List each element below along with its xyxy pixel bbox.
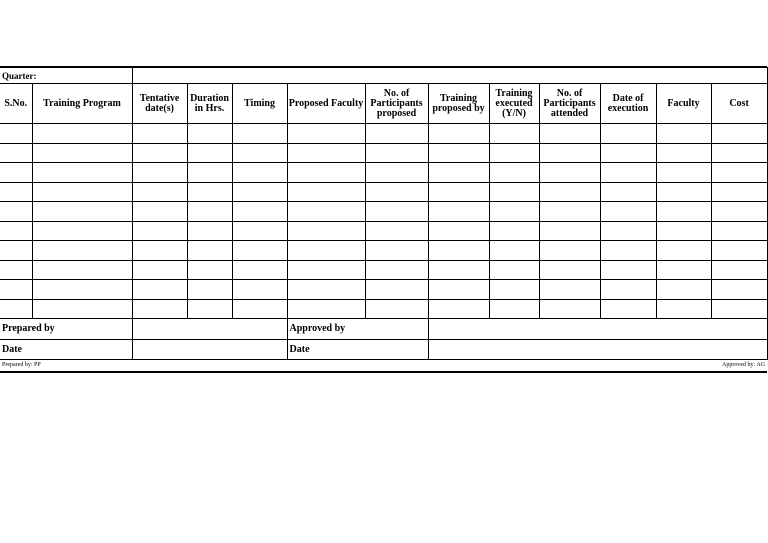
table-cell[interactable]: [600, 299, 656, 319]
table-cell[interactable]: [132, 124, 187, 144]
table-row: [0, 124, 767, 144]
prepared-date-cell[interactable]: [132, 339, 287, 360]
table-cell[interactable]: [232, 182, 287, 202]
table-cell[interactable]: [365, 182, 428, 202]
table-cell[interactable]: [232, 202, 287, 222]
table-cell[interactable]: [287, 182, 365, 202]
table-cell[interactable]: [365, 241, 428, 261]
table-cell[interactable]: [656, 241, 711, 261]
column-header: Proposed Faculty: [287, 84, 365, 124]
table-cell[interactable]: [0, 221, 32, 241]
table-cell[interactable]: [428, 124, 489, 144]
table-cell[interactable]: [539, 260, 600, 280]
table-cell[interactable]: [32, 163, 132, 183]
prepared-by-label: Prepared by: [0, 319, 132, 340]
table-cell[interactable]: [539, 143, 600, 163]
column-header: Training executed (Y/N): [489, 84, 539, 124]
table-cell[interactable]: [428, 260, 489, 280]
quarter-value-cell[interactable]: [132, 68, 767, 84]
table-cell[interactable]: [711, 143, 767, 163]
column-header: Training proposed by: [428, 84, 489, 124]
table-cell[interactable]: [32, 143, 132, 163]
table-cell[interactable]: [132, 299, 187, 319]
table-cell[interactable]: [232, 241, 287, 261]
table-cell[interactable]: [600, 124, 656, 144]
table-cell[interactable]: [365, 163, 428, 183]
training-plan-table: [0, 67, 768, 360]
table-cell[interactable]: [539, 202, 600, 222]
table-cell[interactable]: [489, 241, 539, 261]
table-row: [0, 260, 767, 280]
table-cell[interactable]: [32, 280, 132, 300]
table-cell[interactable]: [600, 182, 656, 202]
column-header: S.No.: [0, 84, 32, 124]
table-cell[interactable]: [32, 299, 132, 319]
table-cell[interactable]: [428, 241, 489, 261]
footer-approved-by: Approved by: AG: [722, 362, 765, 368]
table-cell[interactable]: [600, 163, 656, 183]
table-row: [0, 221, 767, 241]
table-cell[interactable]: [287, 143, 365, 163]
table-cell[interactable]: [489, 143, 539, 163]
table-cell[interactable]: [132, 280, 187, 300]
table-cell[interactable]: [365, 280, 428, 300]
table-cell[interactable]: [600, 280, 656, 300]
table-cell[interactable]: [539, 241, 600, 261]
table-cell[interactable]: [656, 163, 711, 183]
table-cell[interactable]: [187, 182, 232, 202]
table-cell[interactable]: [187, 163, 232, 183]
table-cell[interactable]: [32, 260, 132, 280]
table-cell[interactable]: [232, 143, 287, 163]
table-cell[interactable]: [187, 124, 232, 144]
table-cell[interactable]: [187, 143, 232, 163]
table-cell[interactable]: [489, 280, 539, 300]
table-cell[interactable]: [232, 260, 287, 280]
table-cell[interactable]: [711, 299, 767, 319]
table-cell[interactable]: [656, 299, 711, 319]
column-header: Timing: [232, 84, 287, 124]
table-cell[interactable]: [711, 280, 767, 300]
table-cell[interactable]: [656, 124, 711, 144]
table-cell[interactable]: [539, 124, 600, 144]
table-cell[interactable]: [656, 221, 711, 241]
table-cell[interactable]: [428, 280, 489, 300]
table-cell[interactable]: [132, 221, 187, 241]
table-row: [0, 143, 767, 163]
table-cell[interactable]: [32, 202, 132, 222]
table-cell[interactable]: [711, 163, 767, 183]
prepared-by-row: [0, 319, 767, 340]
table-row: [0, 241, 767, 261]
table-cell[interactable]: [656, 260, 711, 280]
table-cell[interactable]: [0, 182, 32, 202]
table-cell[interactable]: [539, 299, 600, 319]
table-cell[interactable]: [428, 143, 489, 163]
table-cell[interactable]: [287, 124, 365, 144]
table-cell[interactable]: [187, 241, 232, 261]
approved-date-cell[interactable]: [428, 339, 767, 360]
table-cell[interactable]: [656, 280, 711, 300]
footer-prepared-by: Prepared by: PP: [2, 362, 41, 368]
table-cell[interactable]: [711, 241, 767, 261]
table-cell[interactable]: [489, 182, 539, 202]
table-cell[interactable]: [489, 221, 539, 241]
table-cell[interactable]: [287, 202, 365, 222]
table-cell[interactable]: [187, 260, 232, 280]
table-cell[interactable]: [711, 260, 767, 280]
table-cell[interactable]: [600, 143, 656, 163]
column-header-row: [0, 84, 767, 124]
table-cell[interactable]: [287, 241, 365, 261]
table-row: [0, 280, 767, 300]
table-cell[interactable]: [656, 182, 711, 202]
table-cell[interactable]: [0, 299, 32, 319]
table-cell[interactable]: [32, 124, 132, 144]
table-cell[interactable]: [132, 163, 187, 183]
table-cell[interactable]: [132, 143, 187, 163]
table-cell[interactable]: [711, 124, 767, 144]
table-cell[interactable]: [711, 182, 767, 202]
date-row: [0, 339, 767, 360]
table-cell[interactable]: [187, 221, 232, 241]
table-row: [0, 163, 767, 183]
table-cell[interactable]: [365, 221, 428, 241]
table-cell[interactable]: [0, 241, 32, 261]
table-cell[interactable]: [600, 241, 656, 261]
table-cell[interactable]: [232, 299, 287, 319]
table-cell[interactable]: [365, 299, 428, 319]
table-cell[interactable]: [365, 143, 428, 163]
table-cell[interactable]: [232, 280, 287, 300]
table-cell[interactable]: [656, 143, 711, 163]
table-cell[interactable]: [365, 202, 428, 222]
table-cell[interactable]: [600, 221, 656, 241]
table-cell[interactable]: [600, 202, 656, 222]
table-row: [0, 182, 767, 202]
approved-date-label: Date: [287, 339, 428, 360]
table-cell[interactable]: [489, 124, 539, 144]
table-cell[interactable]: [489, 163, 539, 183]
table-cell[interactable]: [428, 163, 489, 183]
quarter-row: [0, 68, 767, 84]
table-cell[interactable]: [287, 280, 365, 300]
table-cell[interactable]: [0, 280, 32, 300]
quarter-label: Quarter:: [0, 68, 132, 84]
table-cell[interactable]: [132, 182, 187, 202]
table-cell[interactable]: [0, 124, 32, 144]
table-cell[interactable]: [0, 260, 32, 280]
table-cell[interactable]: [187, 299, 232, 319]
column-header: Date of execution: [600, 84, 656, 124]
table-cell[interactable]: [539, 182, 600, 202]
table-cell[interactable]: [365, 260, 428, 280]
table-cell[interactable]: [539, 163, 600, 183]
table-cell[interactable]: [0, 163, 32, 183]
table-cell[interactable]: [489, 299, 539, 319]
table-cell[interactable]: [600, 260, 656, 280]
table-cell[interactable]: [132, 202, 187, 222]
column-header: Tentative date(s): [132, 84, 187, 124]
training-plan-form: [0, 66, 767, 373]
table-cell[interactable]: [489, 260, 539, 280]
table-cell[interactable]: [187, 202, 232, 222]
table-cell[interactable]: [711, 221, 767, 241]
table-row: [0, 202, 767, 222]
table-cell[interactable]: [489, 202, 539, 222]
table-cell[interactable]: [232, 163, 287, 183]
table-cell[interactable]: [428, 299, 489, 319]
prepared-by-cell[interactable]: [132, 319, 287, 340]
table-cell[interactable]: [287, 260, 365, 280]
table-cell[interactable]: [428, 221, 489, 241]
table-row: [0, 299, 767, 319]
table-cell[interactable]: [32, 241, 132, 261]
table-cell[interactable]: [428, 182, 489, 202]
approved-by-cell[interactable]: [428, 319, 767, 340]
table-cell[interactable]: [232, 124, 287, 144]
date-label: Date: [0, 339, 132, 360]
table-cell[interactable]: [365, 124, 428, 144]
table-cell[interactable]: [656, 202, 711, 222]
table-cell[interactable]: [428, 202, 489, 222]
table-cell[interactable]: [232, 221, 287, 241]
column-header: No. of Participants proposed: [365, 84, 428, 124]
table-cell[interactable]: [539, 280, 600, 300]
table-cell[interactable]: [287, 299, 365, 319]
table-cell[interactable]: [711, 202, 767, 222]
table-cell[interactable]: [539, 221, 600, 241]
table-cell[interactable]: [187, 280, 232, 300]
column-header: Cost: [711, 84, 767, 124]
column-header: Training Program: [32, 84, 132, 124]
approved-by-label: Approved by: [287, 319, 428, 340]
table-cell[interactable]: [32, 182, 132, 202]
form-footer: [0, 360, 767, 371]
table-cell[interactable]: [287, 221, 365, 241]
table-cell[interactable]: [0, 143, 32, 163]
column-header: Duration in Hrs.: [187, 84, 232, 124]
table-cell[interactable]: [32, 221, 132, 241]
table-cell[interactable]: [0, 202, 32, 222]
table-cell[interactable]: [132, 260, 187, 280]
column-header: Faculty: [656, 84, 711, 124]
table-cell[interactable]: [287, 163, 365, 183]
table-cell[interactable]: [132, 241, 187, 261]
column-header: No. of Participants attended: [539, 84, 600, 124]
